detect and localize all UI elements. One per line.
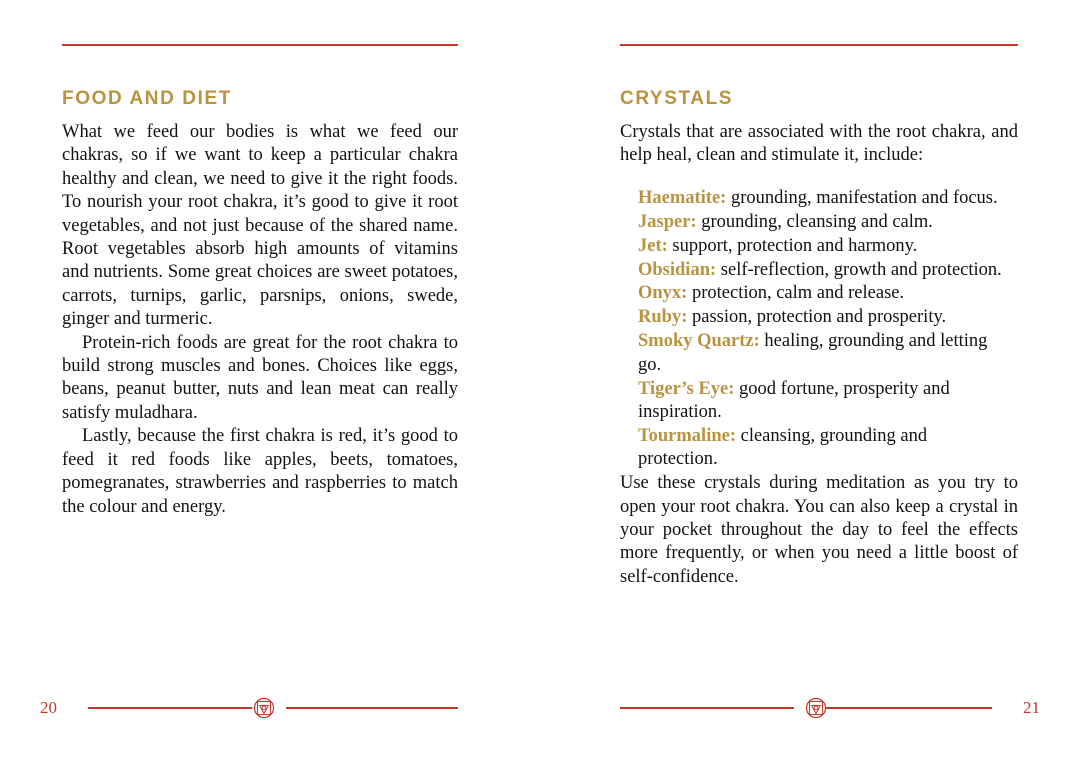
page-number-right: 21 [1023,698,1040,717]
crystal-name: Onyx: [638,283,688,304]
list-item [638,330,1018,377]
crystal-description: support, protection and harmony. [672,235,918,256]
paragraph-crystals-intro: Crystals that are associated with the root chakra, and help heal, clean and stimulate it, include: [620,122,1018,166]
paragraph-food-intro: What we feed our bodies is what we feed our chakras, so if we want to keep a particular chakra healthy and clean, we need to give it the right foods. To nourish your root chakra, it’s good to give it root vegetables, and not just because of the shared name. Root vegetables absorb high amounts of vitamins and nutrients. Some great choices are sweet potatoes, carrots, turnips, garlic, parsnips, onions, swede, ginger and turmeric. [62,122,458,330]
list-item [638,235,1018,258]
list-item [638,259,1018,282]
crystal-description: passion, protection and prosperity. [691,307,947,328]
crystal-description: good fortune, prosperity and inspiration. [638,378,950,422]
crystal-name: Obsidian: [638,259,717,280]
crystal-name: Ruby: [638,307,688,328]
crystal-description: healing, grounding and letting go. [638,331,988,375]
paragraph-protein: Protein-rich foods are great for the root chakra to build strong muscles and bones. Choices like eggs, beans, peanut butter, nuts and lean meat can really satisfy muladhara. [62,332,458,423]
list-item [638,211,1018,234]
crystal-description: grounding, cleansing and calm. [701,211,933,232]
crystal-description: cleansing, grounding and protection. [638,425,928,470]
footer-rule-left-a [88,707,252,709]
right-page-footer [620,696,1040,720]
left-page-content [62,88,458,519]
crystal-name: Haematite: [638,187,727,208]
paragraph-red-foods: Lastly, because the first chakra is red, it’s good to feed it red foods like apples, beets, tomatoes, pomegranates, strawberries and raspberries to match the colour and energy. [62,426,458,517]
footer-rule-right-a [620,707,794,709]
crystal-description: protection, calm and release. [691,283,905,304]
list-item [638,187,1018,210]
crystal-name: Jet: [638,235,668,256]
paragraph-crystals-outro: Use these crystals during meditation as you try to open your root chakra. You can also keep a crystal in your pocket throughout the day to feel the effects more frequently, or when you need a little boost of self-confidence. [620,473,1018,587]
crystal-name: Smoky Quartz: [638,331,760,352]
left-page-footer [40,696,458,720]
list-item [638,306,1018,329]
crystal-description: self-reflection, growth and protection. [720,259,1002,280]
page-title: CRYSTALS [620,88,734,109]
page-title: FOOD AND DIET [62,88,232,109]
top-rule-left [62,44,458,46]
crystal-name: Tourmaline: [638,425,736,446]
right-page [540,0,1080,761]
list-item [638,282,1018,305]
crystal-list [620,187,1018,472]
crystal-description: grounding, manifestation and focus. [730,187,998,208]
right-page-content [620,88,1018,589]
list-item [638,425,1018,472]
root-chakra-symbol-icon [251,695,277,721]
list-item [638,378,1018,425]
footer-rule-right-b [826,707,992,709]
crystal-name: Tiger’s Eye: [638,378,735,399]
page-number-left: 20 [40,698,57,717]
crystal-name: Jasper: [638,211,697,232]
top-rule-right [620,44,1018,46]
footer-rule-left-b [286,707,458,709]
